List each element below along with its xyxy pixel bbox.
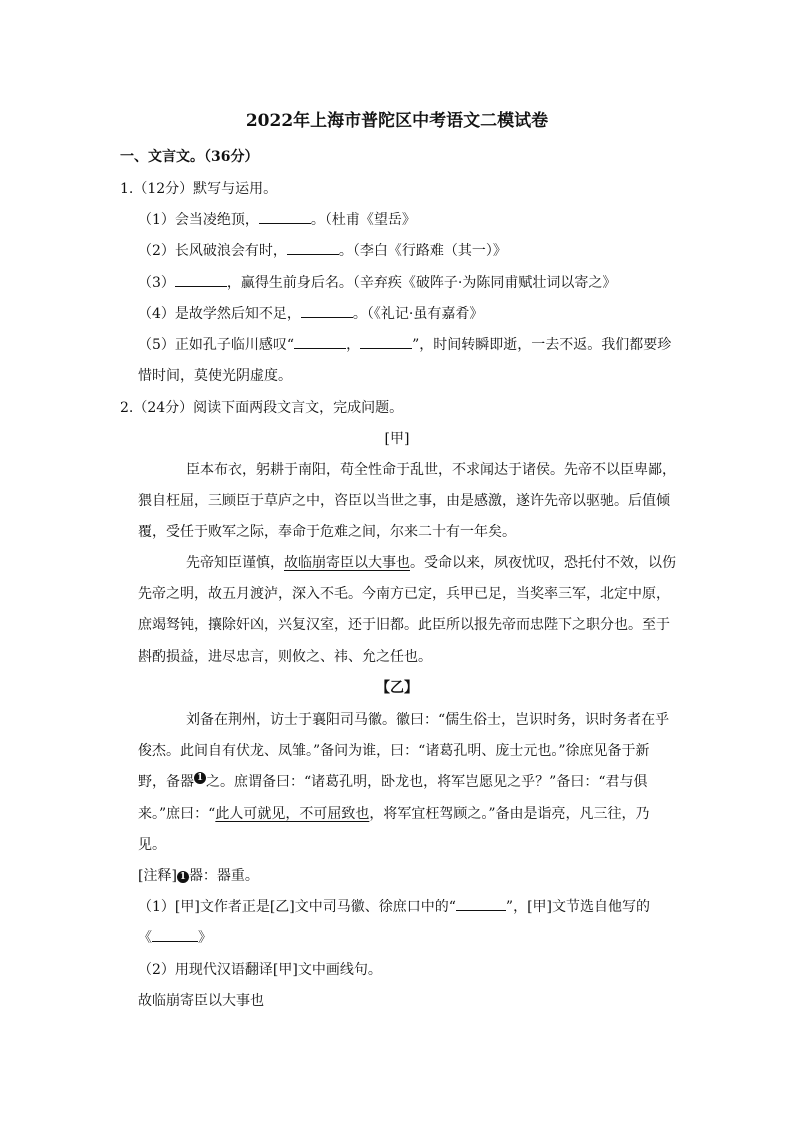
passage-jia-label: [甲] [384,431,410,447]
annotation [138,865,259,885]
q1-item-2-pre: （2）长风破浪会有时， [138,243,287,259]
answer-blank[interactable] [152,927,198,942]
q2-sub-1-cont [138,927,212,947]
yi-line-5: 见。 [138,837,166,853]
q1-item-1 [138,209,416,229]
q1-item-5-a: （5）正如孔子临川感叹“ [138,337,295,353]
answer-blank[interactable] [294,334,346,349]
answer-blank[interactable] [259,209,311,224]
yi-line-3 [138,771,647,791]
answer-blank[interactable] [456,896,506,911]
annotation-text: 器：器重。 [188,868,259,884]
answer-blank[interactable] [301,303,353,318]
q2-sub-2: （2）用现代汉语翻译[甲]文中画线句。 [138,962,382,978]
q1-item-4-pre: （4）是故学然后知不足， [138,306,301,322]
jia-p2-line-3: 庶竭驽钝，攘除奸凶，兴复汉室，还于旧都。此臣所以报先帝而忠陛下之职分也。至于 [138,617,670,633]
q1-item-1-post: 。（杜甫《望岳》 [310,212,416,228]
jia-p1-line-1: 臣本布衣，躬耕于南阳，苟全性命于乱世，不求闻达于诸侯。先帝不以臣卑鄙， [186,462,676,478]
q2-sub-1 [138,896,650,916]
q1-item-5-cont: 惜时间，莫使光阴虚度。 [138,368,292,384]
jia-p1-line-3: 覆，受任于败军之际，奉命于危难之间，尔来二十有一年矣。 [138,524,516,540]
page-title: 2022年上海市普陀区中考语文二模试卷 [245,111,549,131]
q1-item-4 [138,303,483,323]
underlined-sentence: 此人可就见，不可屈致也 [215,806,370,822]
q1-item-5-c: ”，时间转瞬即逝，一去不返。我们都要珍 [412,337,672,353]
q1-item-3-pre: （3） [138,275,175,291]
section-heading: 一、文言文。（36分） [120,149,259,165]
yi-text: 之。庶谓备曰：“诸葛孔明，卧龙也，将军岂愿见之乎？”备曰：“君与俱 [206,774,648,790]
jia-p2-text: 先帝知臣谨慎， [186,555,284,571]
q2-sub-1-b: ”，[甲]文节选自他写的 [505,899,651,915]
q1-item-3 [138,272,616,292]
q1-item-5-b: ， [346,337,361,353]
yi-line-2: 俊杰。此间自有伏龙、凤雏。”备问为谁，曰：“诸葛孔明、庞士元也。”徐庶见备于新 [138,743,650,759]
footnote-marker: 1 [194,772,206,784]
q1-item-1-pre: （1）会当凌绝顶， [138,212,259,228]
footnote-marker: 1 [177,871,189,883]
q1-item-2-post: 。（李白《行路难（其一）》 [338,243,507,259]
jia-p2-line-1 [186,552,676,572]
answer-blank[interactable] [175,272,227,287]
yi-line-1: 刘备在荆州，访士于襄阳司马徽。徽曰：“儒生俗士，岂识时务，识时务者在乎 [186,712,670,728]
q2-stem: 2.（24分）阅读下面两段文言文，完成问题。 [120,400,404,416]
yi-text: 野，备器 [138,774,194,790]
jia-p1-line-2: 猥自枉屈，三顾臣于草庐之中，咨臣以当世之事，由是感激，遂许先帝以驱驰。后值倾 [138,493,670,509]
underlined-sentence: 故临崩寄臣以大事也 [284,555,410,571]
q1-item-4-post: 。（《礼记·虽有嘉肴》 [352,306,484,322]
yi-text: 来。”庶曰：“ [138,806,216,822]
annotation-label: [注释] [138,868,177,884]
q1-item-5 [138,334,671,354]
answer-blank[interactable] [360,334,412,349]
q1-stem: 1.（12分）默写与运用。 [120,181,278,197]
jia-p2-text: 。受命以来，夙夜忧叹，恐托付不效，以伤 [410,555,676,571]
q1-item-3-post: ，赢得生前身后名。（辛弃疾《破阵子·为陈同甫赋壮词以寄之》 [226,275,617,291]
q2-sub-2-sentence: 故临崩寄臣以大事也 [138,993,264,1009]
jia-p2-line-4: 斟酌损益，进尽忠言，则攸之、祎、允之任也。 [138,649,432,665]
jia-p2-line-2: 先帝之明，故五月渡泸，深入不毛。今南方已定，兵甲已足，当奖率三军，北定中原， [138,586,670,602]
passage-yi-label: 【乙】 [376,680,418,696]
q2-sub-1-a: （1）[甲]文作者正是[乙]文中司马徽、徐庶口中的“ [138,899,456,915]
answer-blank[interactable] [287,240,339,255]
q2-sub-1-d: 》 [198,930,212,946]
yi-text: ，将军宜枉驾顾之。”备由是诣亮，凡三往，乃 [369,806,650,822]
yi-line-4 [138,803,649,823]
q1-item-2 [138,240,507,260]
q2-sub-1-c: 《 [138,930,152,946]
